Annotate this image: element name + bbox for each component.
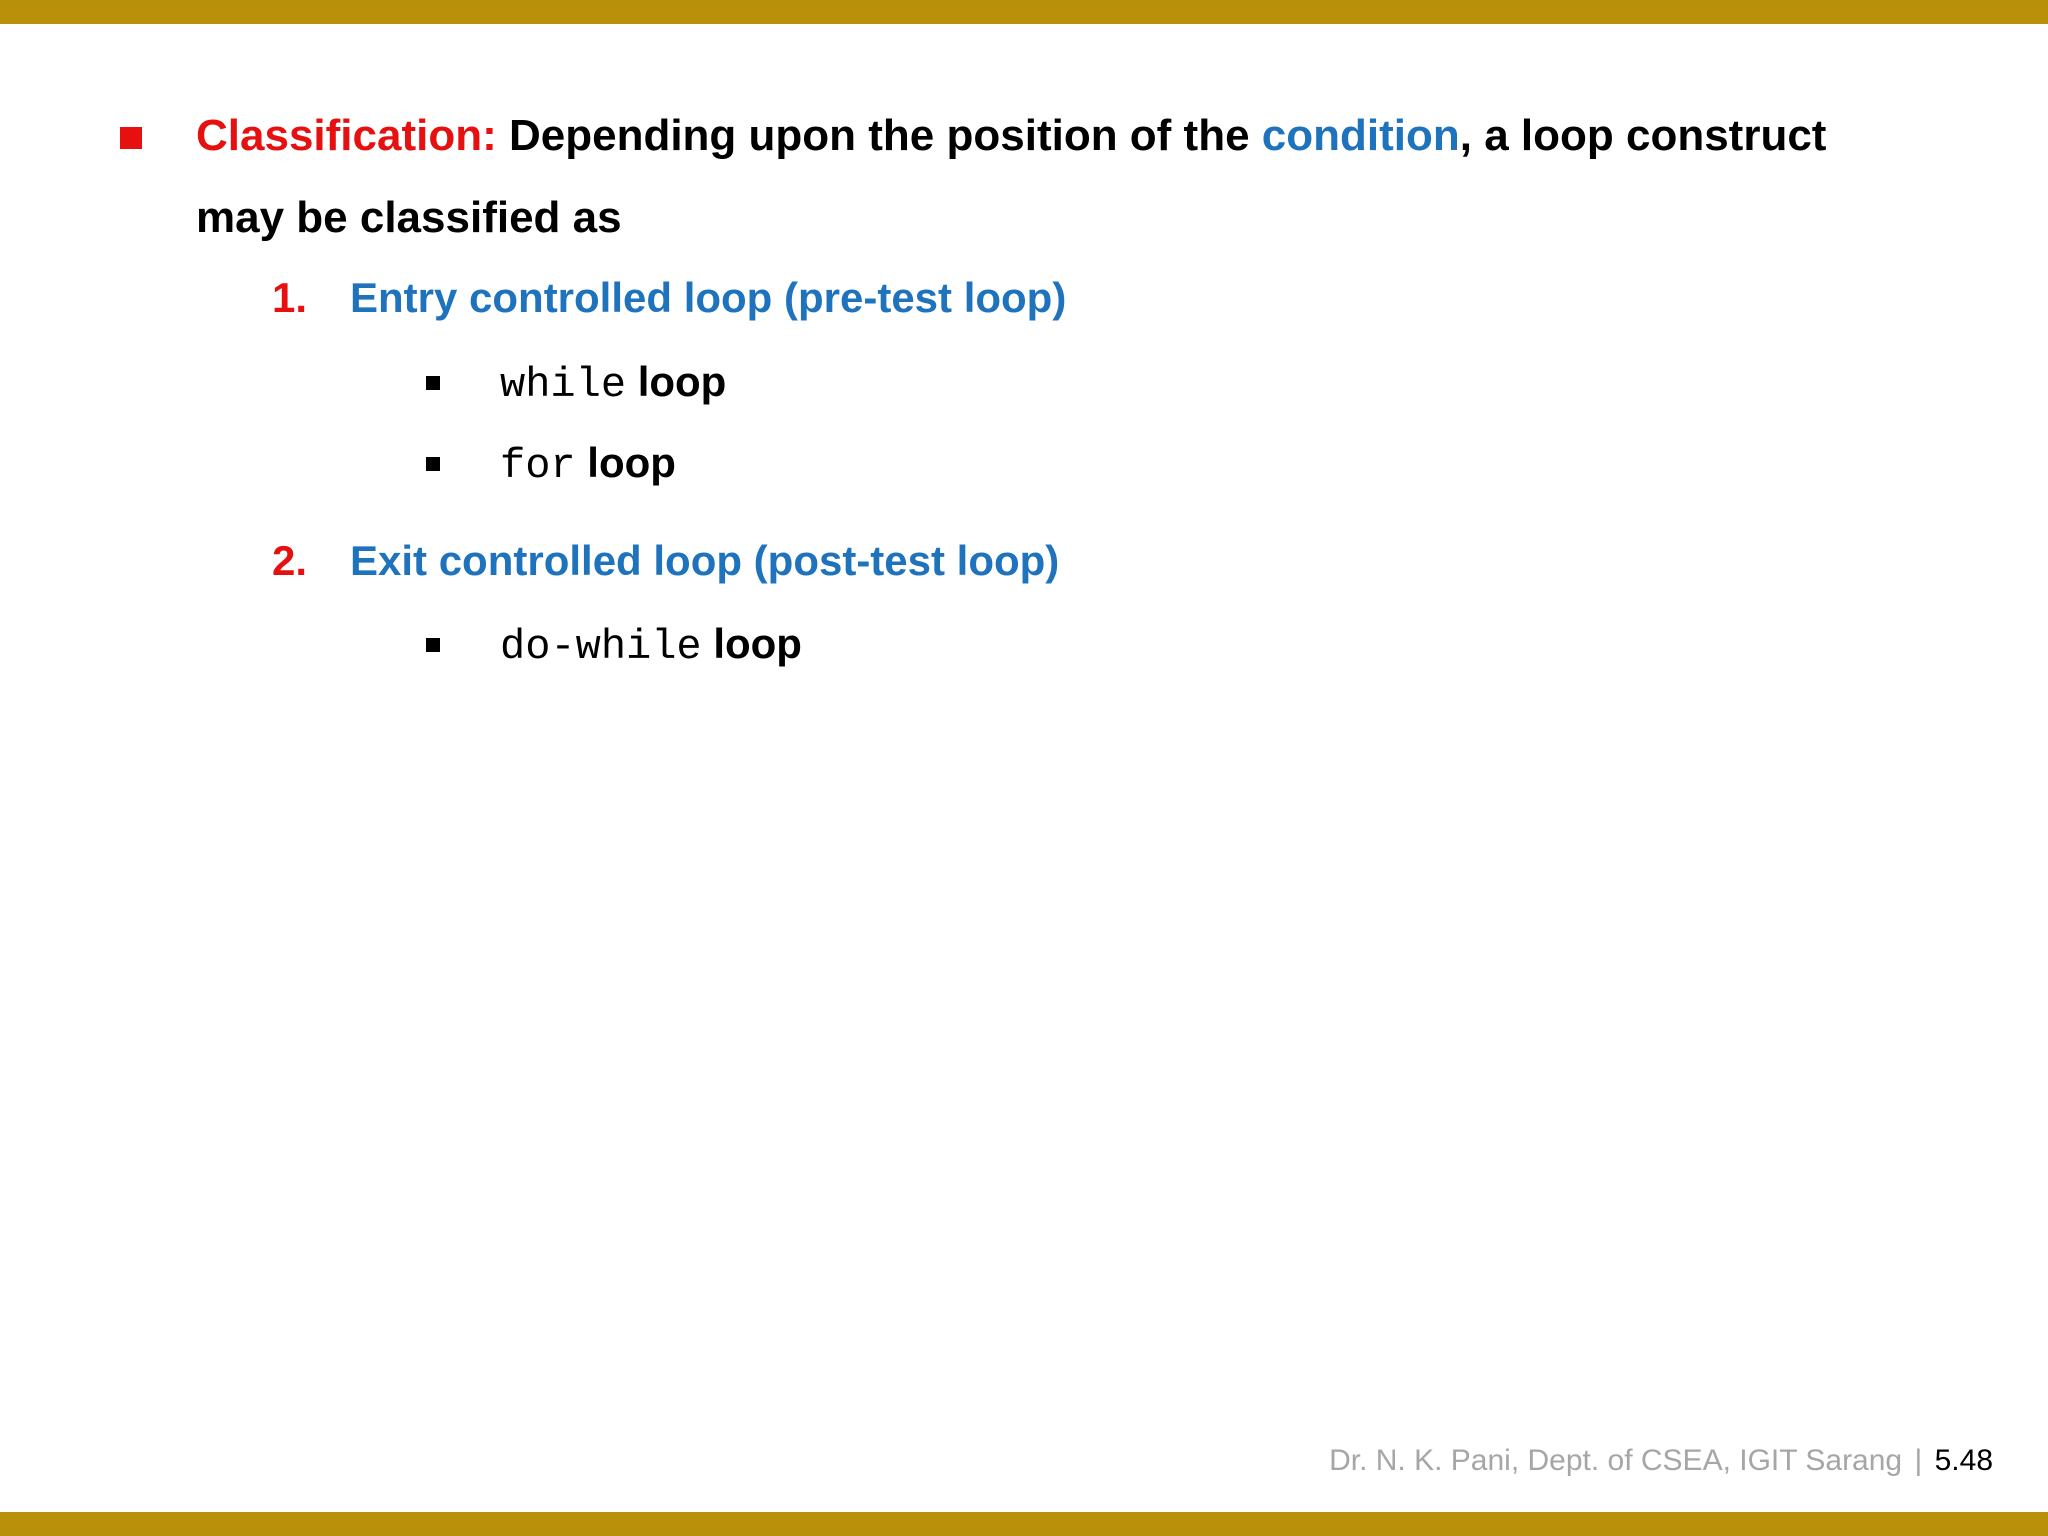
code-keyword: while [500,361,627,409]
heading-text-before: Depending upon the position of the [508,111,1250,160]
slide-number: 5.48 [1934,1444,1993,1477]
small-square-bullet-icon [426,376,440,390]
list-item-while [500,358,726,409]
category-title-2: Exit controlled loop (post-test loop) [350,537,1060,584]
condition-highlight: condition [1261,111,1460,160]
item-suffix: loop [713,620,802,667]
heading-text-after: , a loop construct [1459,111,1827,160]
square-bullet-icon [120,127,142,149]
bottom-accent-bar [0,1512,2048,1536]
heading-line-1 [196,110,1826,162]
list-item-do-while [500,620,802,671]
code-keyword: do-while [500,623,702,671]
footer-separator: | [1914,1444,1923,1477]
slide-footer [1329,1444,1993,1478]
category-number-2: 2. [272,537,308,584]
category-title-1: Entry controlled loop (pre-test loop) [350,274,1067,321]
item-suffix: loop [587,439,676,486]
top-accent-bar [0,0,2048,24]
heading-line-2: may be classified as [196,193,622,242]
small-square-bullet-icon [426,638,440,652]
small-square-bullet-icon [426,457,440,471]
list-item-for [500,439,676,490]
code-keyword: for [500,442,576,490]
footer-author: Dr. N. K. Pani, Dept. of CSEA, IGIT Sarang [1329,1444,1903,1477]
item-suffix: loop [637,358,727,405]
category-number-1: 1. [272,274,308,321]
classification-label: Classification: [196,111,497,160]
